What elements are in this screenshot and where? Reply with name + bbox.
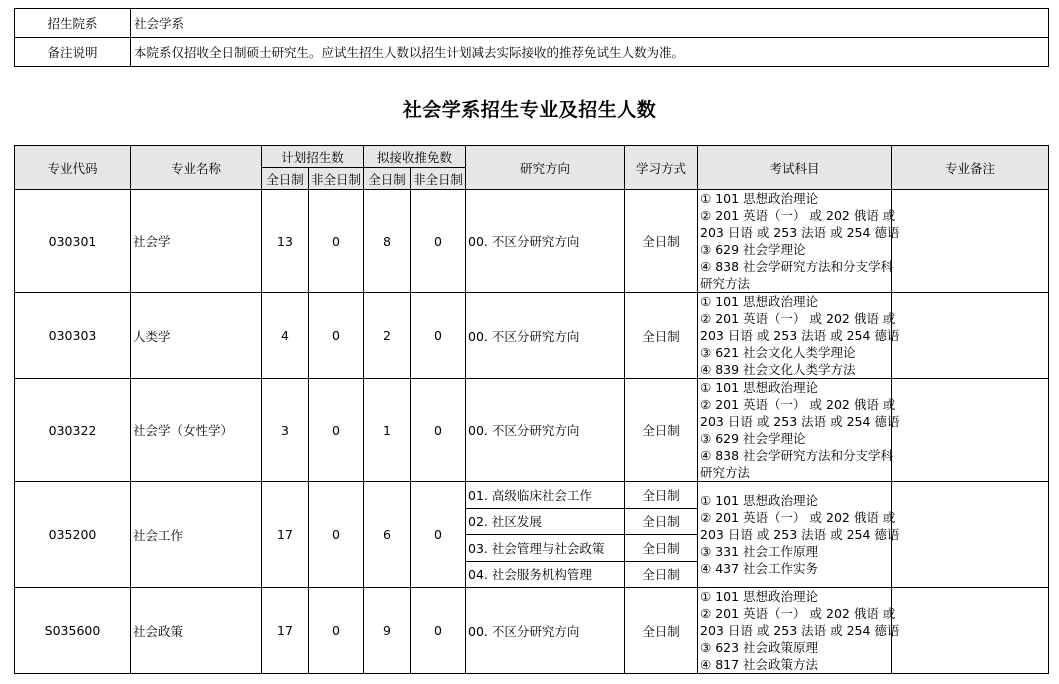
exam-subject-line: ① 101 思想政治理论 [700,493,819,508]
header-exempt-full: 全日制 [364,168,411,190]
exam-subjects [698,379,900,482]
exam-subject-line: 研究方法 [700,465,751,480]
study-mode: 全日制 [625,190,698,293]
exam-subject-line: ③ 331 社会工作原理 [700,544,819,559]
study-mode: 全日制 [625,379,698,482]
major-remark [892,588,1049,674]
exempt-full-count: 1 [364,379,411,482]
page-title: 社会学系招生专业及招生人数 [402,99,657,121]
header-plan: 计划招生数 [262,146,364,168]
study-mode: 全日制 [625,588,698,674]
plan-part-count: 0 [309,482,364,588]
study-mode: 全日制 [625,561,698,588]
research-direction: 02. 社区发展 [466,508,625,535]
exam-subject-line: ④ 817 社会政策方法 [700,657,819,672]
exam-subject-line: ② 201 英语（一） 或 202 俄语 或 [700,397,896,412]
major-name: 社会政策 [131,588,262,674]
exam-subject-line: ③ 629 社会学理论 [700,242,806,257]
exempt-part-count: 0 [411,379,466,482]
plan-full-count: 13 [262,190,309,293]
exam-subject-line: ② 201 英语（一） 或 202 俄语 或 [700,208,896,223]
exam-subject-line: ④ 838 社会学研究方法和分支学科 [700,448,894,463]
exam-subject-line: 203 日语 或 253 法语 或 254 德语 [700,225,900,240]
exam-subject-line: 203 日语 或 253 法语 或 254 德语 [700,527,900,542]
exam-subjects [698,293,900,379]
plan-part-count: 0 [309,190,364,293]
table-row [15,379,1049,482]
research-direction: 03. 社会管理与社会政策 [466,535,625,562]
exam-subjects [698,482,900,588]
major-table-body [15,190,1049,674]
exempt-full-count: 9 [364,588,411,674]
table-row [15,482,1049,509]
major-table [14,145,1049,674]
note-label: 备注说明 [15,38,131,67]
research-direction: 04. 社会服务机构管理 [466,561,625,588]
research-direction: 01. 高级临床社会工作 [466,482,625,509]
exam-subject-line: ② 201 英语（一） 或 202 俄语 或 [700,311,896,326]
plan-full-count: 4 [262,293,309,379]
note-row [15,38,1049,67]
study-mode: 全日制 [625,535,698,562]
header-remark: 专业备注 [892,146,1049,190]
exempt-full-count: 2 [364,293,411,379]
major-name: 社会学（女性学） [131,379,262,482]
exam-subject-line: ④ 437 社会工作实务 [700,561,819,576]
table-row [15,588,1049,674]
major-name: 人类学 [131,293,262,379]
plan-full-count: 17 [262,588,309,674]
header-name: 专业名称 [131,146,262,190]
major-name: 社会学 [131,190,262,293]
major-remark [892,293,1049,379]
header-code: 专业代码 [15,146,131,190]
exam-subject-line: ④ 839 社会文化人类学方法 [700,362,856,377]
note-value: 本院系仅招收全日制硕士研究生。应试生招生人数以招生计划减去实际接收的推荐免试生人数为准。 [131,38,1049,67]
exam-subject-line: 203 日语 或 253 法语 或 254 德语 [700,414,900,429]
major-remark [892,482,1049,588]
header-direction: 研究方向 [466,146,625,190]
major-name: 社会工作 [131,482,262,588]
exam-subject-line: ③ 623 社会政策原理 [700,640,819,655]
plan-part-count: 0 [309,588,364,674]
exam-subject-line: ① 101 思想政治理论 [700,191,819,206]
research-direction: 00. 不区分研究方向 [466,588,625,674]
research-direction: 00. 不区分研究方向 [466,190,625,293]
major-code: 035200 [15,482,131,588]
research-direction: 00. 不区分研究方向 [466,379,625,482]
plan-part-count: 0 [309,293,364,379]
header-mode: 学习方式 [625,146,698,190]
header-exempt: 拟接收推免数 [364,146,466,168]
exam-subjects [698,190,900,293]
header-plan-full: 全日制 [262,168,309,190]
study-mode: 全日制 [625,508,698,535]
research-direction: 00. 不区分研究方向 [466,293,625,379]
dept-row [15,9,1049,38]
exam-subject-line: 203 日语 或 253 法语 或 254 德语 [700,328,900,343]
exam-subjects [698,588,900,674]
exempt-part-count: 0 [411,588,466,674]
exempt-full-count: 6 [364,482,411,588]
dept-label: 招生院系 [15,9,131,38]
plan-full-count: 17 [262,482,309,588]
table-row [15,190,1049,293]
major-remark [892,190,1049,293]
header-plan-part: 非全日制 [309,168,364,190]
study-mode: 全日制 [625,293,698,379]
header-exempt-part: 非全日制 [411,168,466,190]
exempt-part-count: 0 [411,293,466,379]
exam-subject-line: ② 201 英语（一） 或 202 俄语 或 [700,606,896,621]
exam-subject-line: ② 201 英语（一） 或 202 俄语 或 [700,510,896,525]
exempt-full-count: 8 [364,190,411,293]
exam-subject-line: ① 101 思想政治理论 [700,380,819,395]
major-code: S035600 [15,588,131,674]
plan-part-count: 0 [309,379,364,482]
exam-subject-line: 203 日语 或 253 法语 或 254 德语 [700,623,900,638]
exam-subject-line: ④ 838 社会学研究方法和分支学科 [700,259,894,274]
major-remark [892,379,1049,482]
major-code: 030301 [15,190,131,293]
exam-subject-line: ① 101 思想政治理论 [700,294,819,309]
exempt-part-count: 0 [411,482,466,588]
major-code: 030303 [15,293,131,379]
exempt-part-count: 0 [411,190,466,293]
exam-subject-line: ③ 629 社会学理论 [700,431,806,446]
dept-info-table [14,8,1049,67]
header-exam: 考试科目 [698,146,892,190]
table-row [15,293,1049,379]
exam-subject-line: ① 101 思想政治理论 [700,589,819,604]
major-code: 030322 [15,379,131,482]
exam-subject-line: ③ 621 社会文化人类学理论 [700,345,856,360]
plan-full-count: 3 [262,379,309,482]
study-mode: 全日制 [625,482,698,509]
dept-value: 社会学系 [131,9,1049,38]
exam-subject-line: 研究方法 [700,276,751,291]
